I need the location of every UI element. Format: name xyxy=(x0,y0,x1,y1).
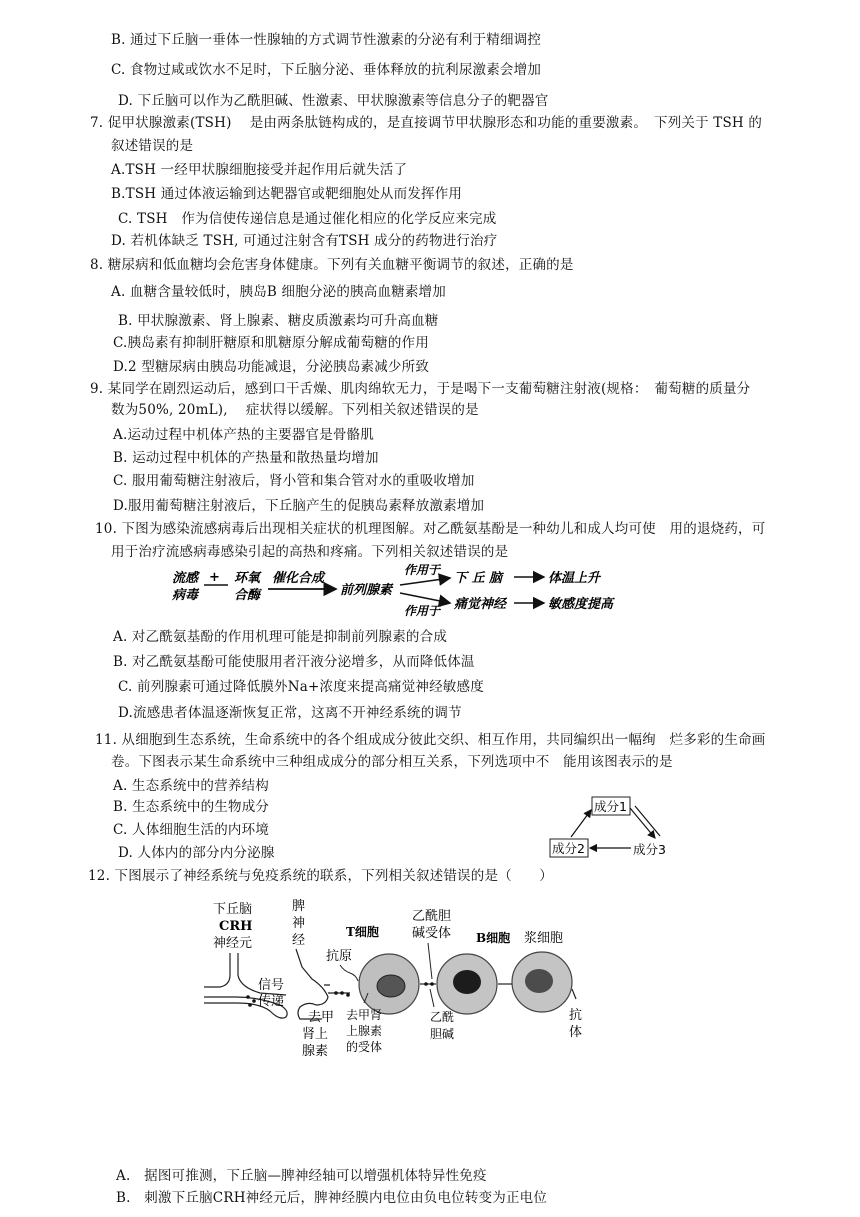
signal-label-2: 传递 xyxy=(258,994,285,1009)
q11-option-b: B. 生态系统中的生物成分 xyxy=(113,799,270,815)
q8-stem: 8. 糖尿病和低血糖均会危害身体健康。下列有关血糖平衡调节的叙述，正确的是 xyxy=(90,257,574,273)
q12-stem: 12. 下图展示了神经系统与免疫系统的联系，下列相关叙述错误的是（ ） xyxy=(88,868,553,884)
q6-option-c: C. 食物过咸或饮水不足时，下丘脑分泌、垂体释放的抗利尿激素会增加 xyxy=(111,62,542,78)
ach-label-1: 乙酰 xyxy=(430,1010,455,1024)
q10-option-d: D.流感患者体温逐渐恢复正常，这离不开神经系统的调节 xyxy=(118,705,462,721)
q10-option-a: A. 对乙酰氨基酚的作用机理可能是抑制前列腺素的合成 xyxy=(113,629,448,645)
crh-label-2: CRH xyxy=(219,919,253,934)
ne-label-3: 腺素 xyxy=(302,1044,329,1059)
crh-label-1: 下丘脑 xyxy=(213,902,253,917)
q7-option-a: A.TSH 一经甲状腺细胞接受并起作用后就失活了 xyxy=(111,162,408,178)
flow-sensitivity: 敏感度提高 xyxy=(548,597,614,612)
q12-neuro-immune-diagram xyxy=(200,893,600,1063)
q7-stem-line1: 7. 促甲状腺激素(TSH) 是由两条肽链构成的，是直接调节甲状腺形态和功能的重要激素。 下列关于 TSH 的 xyxy=(90,115,763,131)
spleen-nerve-1: 脾 xyxy=(292,899,306,914)
flow-acts-on-1: 作用于 xyxy=(404,563,441,577)
crh-axon xyxy=(204,953,230,987)
q11-option-d: D. 人体内的部分内分泌腺 xyxy=(118,845,275,861)
antibody-label-2: 体 xyxy=(569,1025,583,1040)
q10-mechanism-diagram xyxy=(168,563,628,619)
bcell-label: B细胞 xyxy=(476,931,511,945)
q11-stem-line2: 卷。下图表示某生命系统中三种组成成分的部分相互关系，下列选项中不 能用该图表示的是 xyxy=(111,754,673,770)
crh-label-3: 神经元 xyxy=(213,936,253,951)
ne-label-1: 去甲 xyxy=(308,1010,335,1025)
arrow-2-to-1 xyxy=(571,810,591,837)
q10-stem-line1: 10. 下图为感染流感病毒后出现相关症状的机理图解。对乙酰氨基酚是一种幼儿和成人均可使 用的退烧药，可 xyxy=(95,521,766,537)
signal-label-1: 信号 xyxy=(258,978,285,993)
q6-option-d: D. 下丘脑可以作为乙酰胆碱、性激素、甲状腺激素等信息分子的靶器官 xyxy=(118,93,549,109)
q7-option-d: D. 若机体缺乏 TSH, 可通过注射含有TSH 成分的药物进行治疗 xyxy=(111,233,498,249)
q6-option-b: B. 通过下丘脑一垂体一性腺轴的方式调节性激素的分泌有利于精细调控 xyxy=(111,32,542,48)
ne-receptor-3: 的受体 xyxy=(346,1040,383,1054)
q10-stem-line2: 用于治疗流感病毒感染引起的高热和疼痛。下列相关叙述错误的是 xyxy=(111,544,509,560)
spleen-nerve-fiber xyxy=(296,949,328,1019)
arrow-1-to-3-double xyxy=(635,806,660,836)
flow-hypothalamus: 下 丘 脑 xyxy=(454,571,503,586)
q8-option-d: D.2 型糖尿病由胰岛功能减退，分泌胰岛素减少所致 xyxy=(113,359,430,375)
flow-plus: + xyxy=(209,570,220,585)
flow-enzyme-2: 合酶 xyxy=(234,588,261,603)
component-1-label: 成分1 xyxy=(594,799,627,814)
arrow-1-to-3 xyxy=(630,808,655,838)
q11-option-c: C. 人体细胞生活的内环境 xyxy=(113,822,270,838)
q7-option-b: B.TSH 通过体液运输到达靶器官或靶细胞处从而发挥作用 xyxy=(111,186,463,202)
flow-arrow-upper xyxy=(400,578,450,585)
q11-stem-line1: 11. 从细胞到生态系统，生命系统中的各个组成成分彼此交织、相互作用，共同编织出一幅绚 烂多彩的生命画 xyxy=(95,732,766,748)
q11-option-a: A. 生态系统中的营养结构 xyxy=(113,778,269,794)
plasma-label: 浆细胞 xyxy=(524,931,564,946)
q7-stem-line2: 叙述错误的是 xyxy=(111,138,194,154)
flow-pain-nerve: 痛觉神经 xyxy=(454,597,507,612)
q9-stem-line2: 数为50%, 20mL), 症状得以缓解。下列相关叙述错误的是 xyxy=(111,402,479,418)
ne-label-2: 肾上 xyxy=(302,1027,329,1042)
q9-option-c: C. 服用葡萄糖注射液后，肾小管和集合管对水的重吸收增加 xyxy=(113,473,475,489)
q8-option-c: C.胰岛素有抑制肝糖原和肌糖原分解成葡萄糖的作用 xyxy=(113,335,429,351)
q11-component-diagram xyxy=(545,786,685,862)
q12-option-a: A. 据图可推测，下丘脑—脾神经轴可以增强机体特异性免疫 xyxy=(116,1168,487,1184)
flow-virus-2: 病毒 xyxy=(172,588,199,603)
ne-receptor-1: 去甲肾 xyxy=(346,1008,383,1022)
q9-stem-line1: 9. 某同学在剧烈运动后，感到口干舌燥、肌肉绵软无力，于是喝下一支葡萄糖注射液(规格： 葡萄糖的质量分 xyxy=(90,381,751,397)
q9-option-a: A.运动过程中机体产热的主要器官是骨骼肌 xyxy=(113,427,375,443)
flow-temp-rise: 体温上升 xyxy=(548,571,601,586)
antibody-label-1: 抗 xyxy=(569,1008,583,1023)
q8-option-a: A. 血糖含量较低时，胰岛B 细胞分泌的胰高血糖素增加 xyxy=(111,284,446,300)
achr-label-2: 碱受体 xyxy=(412,926,452,941)
flow-virus-1: 流感 xyxy=(172,571,199,586)
component-3-label: 成分3 xyxy=(633,842,666,857)
q10-option-b: B. 对乙酰氨基酚可能使服用者汗液分泌增多，从而降低体温 xyxy=(113,654,475,670)
flow-catalyze: 催化合成 xyxy=(272,571,325,586)
q10-option-c: C. 前列腺素可通过降低膜外Na+浓度来提高痛觉神经敏感度 xyxy=(118,679,484,695)
component-2-label: 成分2 xyxy=(552,841,585,856)
spleen-nerve-2: 神 xyxy=(292,916,306,931)
q8-option-b: B. 甲状腺激素、肾上腺素、糖皮质激素均可升高血糖 xyxy=(118,313,439,329)
achr-label-1: 乙酰胆 xyxy=(412,909,452,924)
flow-enzyme-1: 环氧 xyxy=(234,571,261,586)
flow-acts-on-2: 作用于 xyxy=(404,604,441,618)
antigen-label: 抗原 xyxy=(326,949,353,964)
q9-option-d: D.服用葡萄糖注射液后，下丘脑产生的促胰岛素释放激素增加 xyxy=(113,498,485,514)
q12-option-b: B. 刺激下丘脑CRH神经元后，脾神经膜内电位由负电位转变为正电位 xyxy=(116,1190,548,1206)
ne-receptor-2: 上腺素 xyxy=(346,1024,383,1038)
spleen-nerve-3: 经 xyxy=(292,933,306,948)
q7-option-c: C. TSH 作为信使传递信息是通过催化相应的化学反应来完成 xyxy=(118,211,497,227)
flow-prostaglandin: 前列腺素 xyxy=(340,583,393,598)
flow-arrow-lower xyxy=(400,593,450,603)
tcell-label: T细胞 xyxy=(346,925,379,939)
q9-option-b: B. 运动过程中机体的产热量和散热量均增加 xyxy=(113,450,379,466)
ach-label-2: 胆碱 xyxy=(430,1027,455,1041)
